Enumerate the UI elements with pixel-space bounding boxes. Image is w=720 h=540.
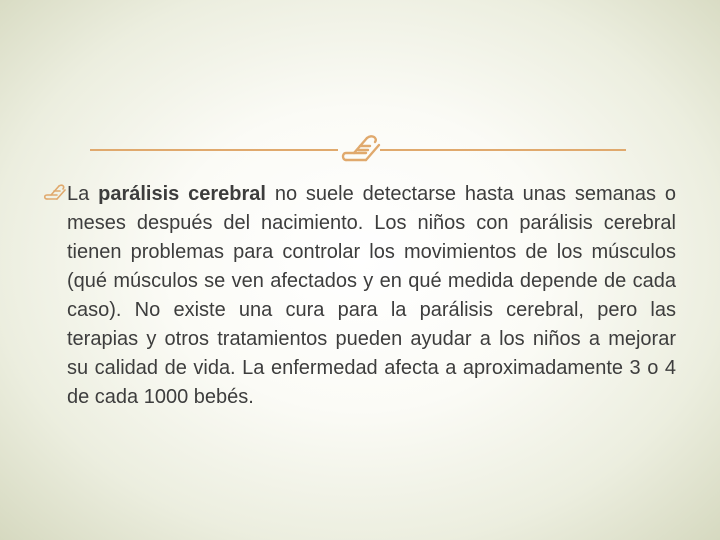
bullet-text [67, 180, 676, 412]
bullet-text-lead: La [67, 183, 99, 205]
title-divider [90, 128, 630, 168]
divider-line [90, 128, 630, 168]
bullet-item [44, 180, 676, 412]
scroll-bullet-icon [44, 184, 66, 202]
scroll-ornament-icon [343, 136, 379, 160]
bullet-text-bold: parálisis cerebral [98, 183, 266, 205]
bullet-text-rest: no suele detectarse hasta unas semanas o meses después del nacimiento. Los niños con parálisis cerebral tienen problemas para controlar los movimientos de los músculos (qué músculos se ven afectados y en qué medida depende de cada caso). No existe una cura para la parálisis cerebral, pero las terapias y otros tratamientos pueden ayudar a los niños a mejorar su calidad de vida. La enfermedad afecta a aproximadamente 3 o 4 de cada 1000 bebés. [67, 183, 676, 408]
